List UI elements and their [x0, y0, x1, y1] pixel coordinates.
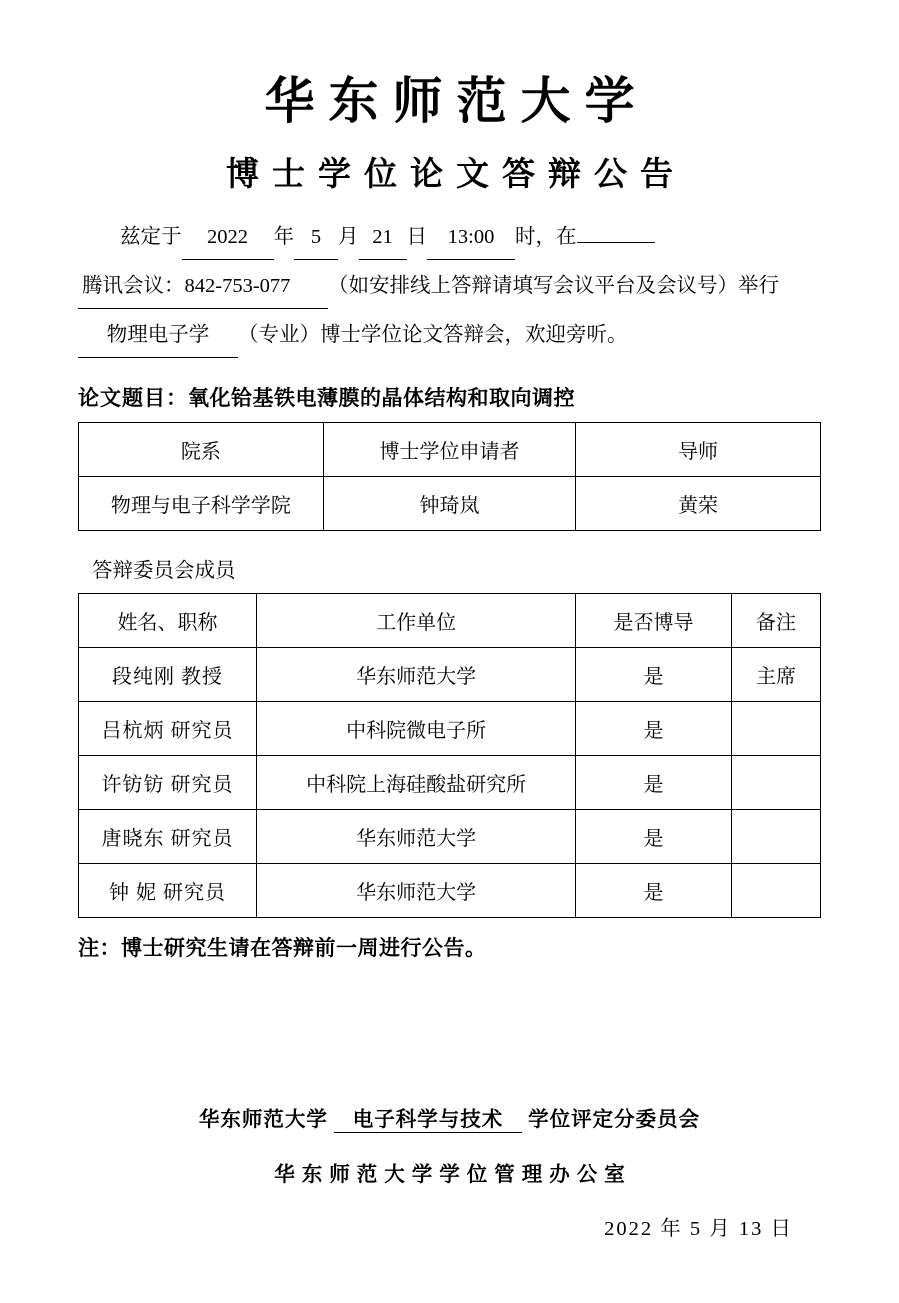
table-cell-is-advisor: 是	[576, 648, 732, 702]
major-field[interactable]: 物理电子学	[78, 313, 238, 358]
footer-subcommittee: 学位评定分委员会	[528, 1109, 701, 1131]
table-cell-remark	[731, 864, 820, 918]
table-cell-remark	[731, 756, 820, 810]
thesis-title: 氧化铪基铁电薄膜的晶体结构和取向调控	[188, 386, 575, 411]
committee-label: 答辩委员会成员	[92, 560, 236, 583]
table-header-cell: 工作单位	[257, 594, 576, 648]
footer-committee-line	[78, 1102, 821, 1133]
year-unit: 年	[273, 226, 294, 249]
table-row	[79, 477, 821, 531]
announcement-paragraph	[78, 213, 821, 360]
time-field[interactable]: 13:00	[427, 215, 515, 260]
applicant-table	[78, 422, 821, 531]
table-row	[79, 648, 821, 702]
table-row	[79, 423, 821, 477]
table-cell-remark: 主席	[731, 648, 820, 702]
month-field[interactable]: 5	[294, 215, 338, 260]
table-header-cell: 导师	[576, 423, 821, 477]
day-unit: 日	[406, 226, 427, 249]
table-cell-affiliation: 华东师范大学	[257, 648, 576, 702]
table-cell-member-name: 钟 妮 研究员	[79, 864, 257, 918]
table-cell-affiliation: 华东师范大学	[257, 864, 576, 918]
month-unit: 月	[338, 226, 359, 249]
table-cell-department: 物理与电子科学学院	[79, 477, 324, 531]
table-cell-member-name: 段纯刚 教授	[79, 648, 257, 702]
footer	[78, 1102, 821, 1241]
table-cell-is-advisor: 是	[576, 756, 732, 810]
place-field[interactable]	[577, 242, 655, 243]
time-unit: 时，在	[515, 226, 577, 249]
table-cell-remark	[731, 810, 820, 864]
footer-office-line: 华东师范大学学位管理办公室	[274, 1164, 632, 1186]
table-cell-member-name: 吕杭炳 研究员	[79, 702, 257, 756]
year-field[interactable]: 2022	[182, 215, 274, 260]
table-header-cell: 姓名、职称	[79, 594, 257, 648]
page-title: 博士学位论文答辩公告	[226, 153, 686, 193]
table-cell-is-advisor: 是	[576, 864, 732, 918]
table-header-cell: 院系	[79, 423, 324, 477]
meeting-note: （如安排线上答辩请填写会议平台及会议号）举行	[328, 275, 779, 298]
footer-date: 2022 年 5 月 13 日	[604, 1218, 793, 1240]
thesis-title-line	[78, 382, 821, 412]
meeting-field[interactable]: 腾讯会议：842-753-077	[78, 264, 328, 309]
committee-table	[78, 593, 821, 918]
table-header-cell: 备注	[731, 594, 820, 648]
announcement-prefix: 兹定于	[120, 226, 182, 249]
table-cell-advisor: 黄荣	[576, 477, 821, 531]
table-header-cell: 博士学位申请者	[323, 423, 575, 477]
day-field[interactable]: 21	[359, 215, 407, 260]
table-cell-applicant: 钟琦岚	[323, 477, 575, 531]
announcement-tail: （专业）博士学位论文答辩会，欢迎旁听。	[238, 324, 628, 347]
table-row	[79, 810, 821, 864]
table-cell-is-advisor: 是	[576, 702, 732, 756]
table-cell-remark	[731, 702, 820, 756]
table-cell-affiliation: 华东师范大学	[257, 810, 576, 864]
table-row	[79, 594, 821, 648]
table-row	[79, 864, 821, 918]
university-name: 华东师范大学	[264, 71, 649, 130]
footer-discipline-field[interactable]: 电子科学与技术	[334, 1102, 522, 1133]
table-header-cell: 是否博导	[576, 594, 732, 648]
thesis-label: 论文题目：	[78, 386, 188, 411]
note-text: 注：博士研究生请在答辩前一周进行公告。	[78, 936, 487, 961]
table-cell-member-name: 许钫钫 研究员	[79, 756, 257, 810]
table-row	[79, 756, 821, 810]
table-cell-member-name: 唐晓东 研究员	[79, 810, 257, 864]
table-cell-affiliation: 中科院上海硅酸盐研究所	[257, 756, 576, 810]
footer-university: 华东师范大学	[198, 1109, 328, 1131]
table-cell-is-advisor: 是	[576, 810, 732, 864]
table-row	[79, 702, 821, 756]
table-cell-affiliation: 中科院微电子所	[257, 702, 576, 756]
